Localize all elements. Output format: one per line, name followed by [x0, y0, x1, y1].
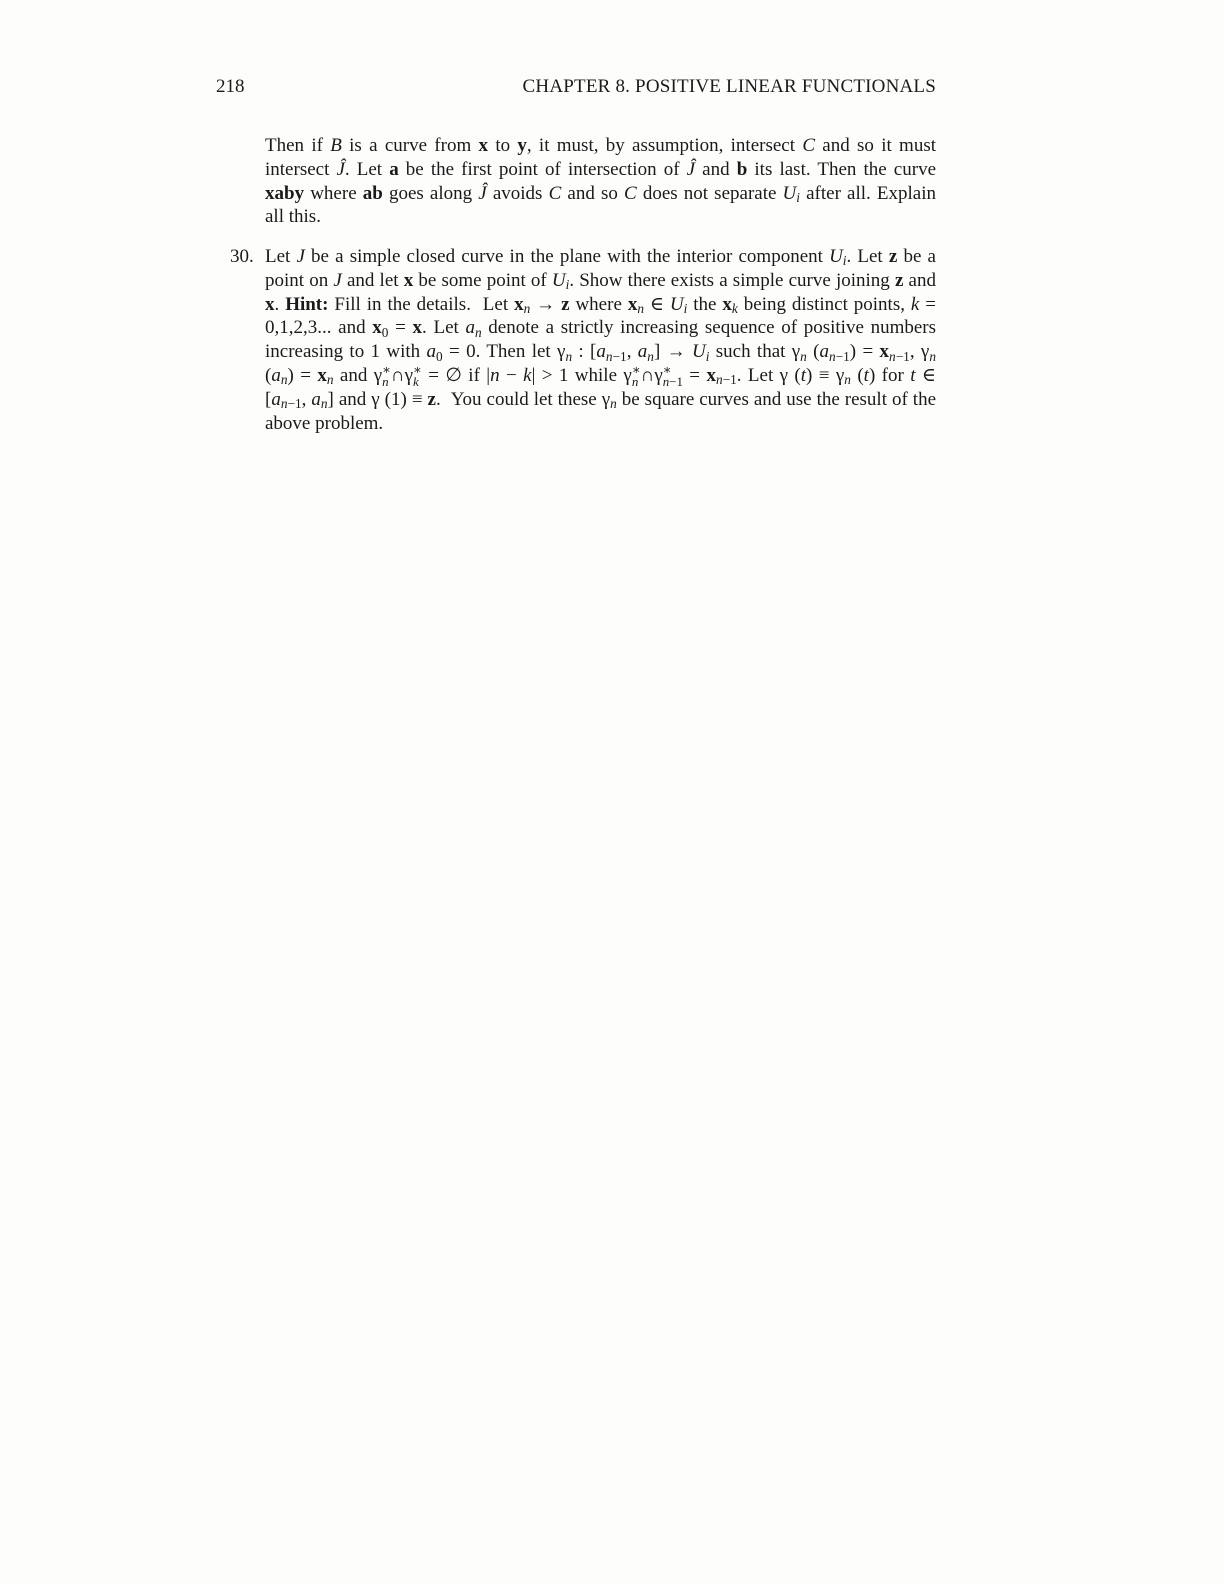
continuation-paragraph: Then if B is a curve from x to y, it must, by assumption, intersect C and so it must intersect Ĵ. Let a be the first point of intersection of Ĵ and b its last. Then the curve xaby where ab goes along Ĵ avoids C and so C does not separate $U_i$ after all. Explain all this. [265, 135, 937, 228]
problem-30: 30. Let J be a simple closed curve in the plane with the interior component $U_i$. Let z be a point on J and let x be some point of $U_i$. Show there exists a simple curve joining z and x. Hint: Fill in the details. Let $x_n \to z$ where $x_n$ ∈ $U_i$ the $x_k$ being distinct points, k = 0,1,2,3... and $x_0 = x$. Let $a_n$ denote a strictly increasing sequence of positive numbers increasing to 1 with $a_0 = 0$. Then let $\gamma_n$ : [$a_{n-1}$, $a_n] \to U_i$ such that $\gamma_n$ $(a_{n-1}) = x_{n-1}$, $\gamma_n$ $(a_n) = x_n$ and γ ∗ n ∩γ ∗ k = ∅ if |n − k| > 1 while γ ∗ n ∩γ ∗ n−1 = $x_{n-1}$. Let γ $(t) \equiv \gamma_n$ (t) for t ∈ [$a_{n-1}$, $a_n$] and γ (1) ≡ z. You could let these $\gamma_n$ be square curves and use the result of the above problem. [230, 246, 937, 434]
problem-number: 30. [230, 246, 254, 267]
page-number: 218 [216, 76, 245, 97]
running-head: CHAPTER 8. POSITIVE LINEAR FUNCTIONALS [522, 76, 936, 97]
